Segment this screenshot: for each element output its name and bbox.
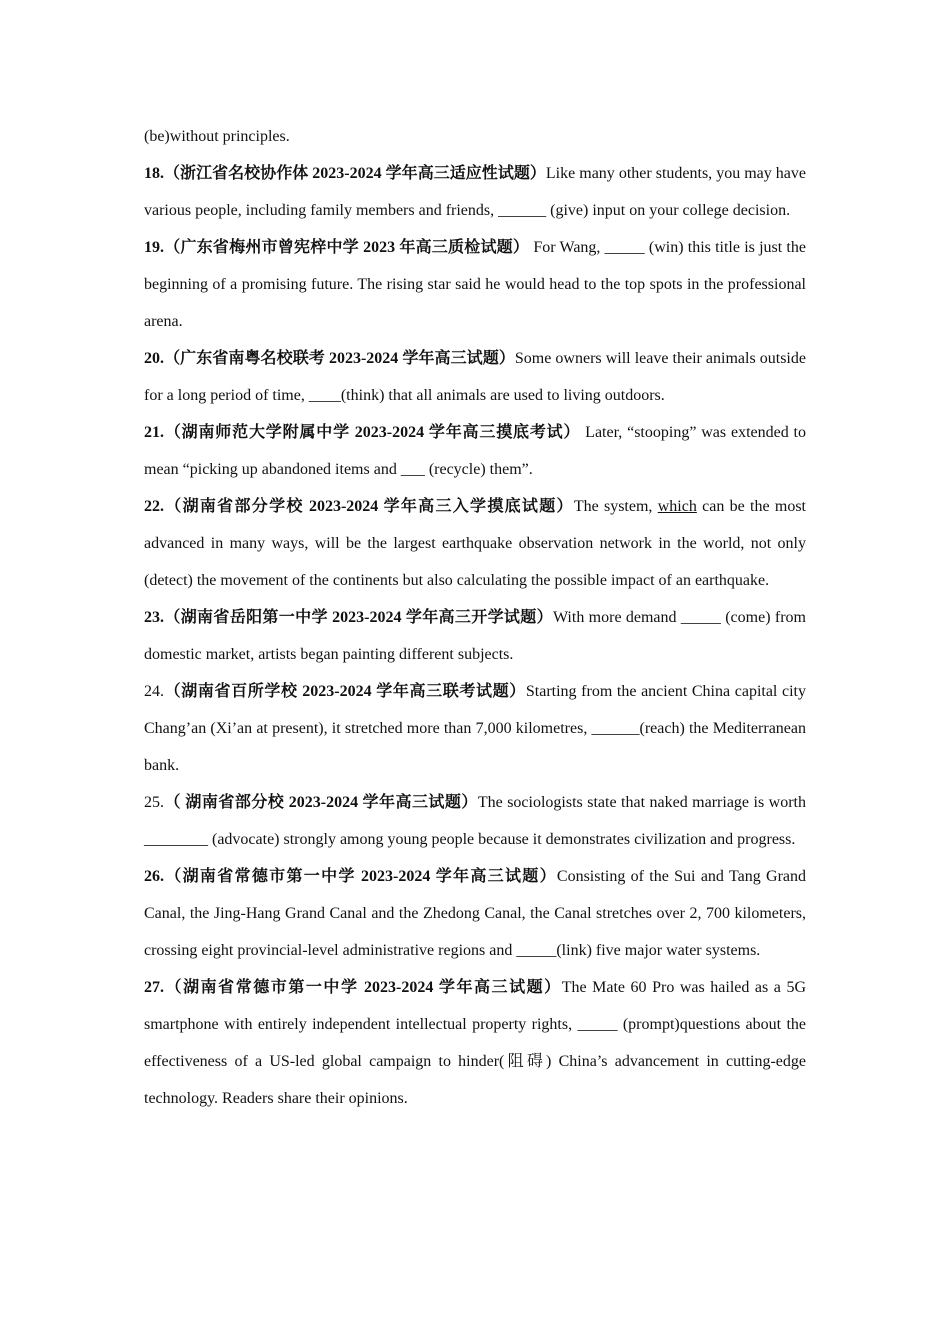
question-22 (144, 488, 806, 599)
question-source: （湖南省常德市第一中学 2023-2024 学年高三试题） (164, 979, 562, 996)
question-18 (144, 155, 806, 229)
question-23 (144, 599, 806, 673)
question-number: 27. (144, 979, 164, 996)
question-number: 20. (144, 350, 164, 367)
question-27 (144, 969, 806, 1117)
question-source: （湖南省部分学校 2023-2024 学年高三入学摸底试题） (164, 498, 574, 515)
question-text: Starting from the ancient China capital city Chang’an (Xi’an at present), it stretched more than 7,000 kilometres, ______(reach) the Mediterranean bank. (144, 683, 806, 774)
question-source: （广东省南粤名校联考 2023-2024 学年高三试题） (164, 350, 515, 367)
question-text: Like many other students, you may have various people, including family members and friends, ______ (give) input on your college decision. (144, 165, 806, 219)
question-24 (144, 673, 806, 784)
question-25 (144, 784, 806, 858)
document-body (144, 118, 806, 1117)
question-text: The Mate 60 Pro was hailed as a 5G smartphone with entirely independent intellectual property rights, _____ (prompt)questions about the effectiveness of a US-led global campaign to hinder(阻碍) China’s advancement in cutting-edge technology. Readers share their opinions. (144, 979, 806, 1107)
question-number: 22. (144, 498, 164, 515)
question-20 (144, 340, 806, 414)
question-source: （湖南省岳阳第一中学 2023-2024 学年高三开学试题） (164, 609, 553, 626)
question-text: Later, “stooping” was extended to mean “picking up abandoned items and ___ (recycle) them”. (144, 424, 806, 478)
question-text: Consisting of the Sui and Tang Grand Canal, the Jing-Hang Grand Canal and the Zhedong Canal, the Canal stretches over 2, 700 kilometers, crossing eight provincial-level administrative regions and _____(link) five major water systems. (144, 868, 806, 959)
question-26 (144, 858, 806, 969)
question-text: can be the most advanced in many ways, will be the largest earthquake observation network in the world, not only (detect) the movement of the continents but also calculating the possible impact of an earthquake. (144, 498, 806, 589)
question-source: （ 湖南省部分校 2023-2024 学年高三试题） (164, 794, 478, 811)
question-text: Some owners will leave their animals outside for a long period of time, ____(think) that all animals are used to living outdoors. (144, 350, 806, 404)
question-text: With more demand _____ (come) from domestic market, artists began painting different subjects. (144, 609, 806, 663)
question-text: The sociologists state that naked marriage is worth ________ (advocate) strongly among young people because it demonstrates civilization and progress. (144, 794, 806, 848)
question-19 (144, 229, 806, 340)
question-text: For Wang, _____ (win) this title is just the beginning of a promising future. The rising star said he would head to the top spots in the professional arena. (144, 239, 806, 330)
question-text-before: The system, (573, 498, 658, 515)
carryover-text: (be)without principles. (144, 128, 290, 145)
question-source: （湖南省百所学校 2023-2024 学年高三联考试题） (164, 683, 526, 700)
question-number: 21. (144, 424, 164, 441)
question-source: （广东省梅州市曾宪梓中学 2023 年高三质检试题） (164, 239, 530, 256)
question-source: （浙江省名校协作体 2023-2024 学年高三适应性试题） (164, 165, 546, 182)
question-number: 24. (144, 683, 164, 700)
question-number: 23. (144, 609, 164, 626)
question-number: 18. (144, 165, 164, 182)
question-number: 19. (144, 239, 164, 256)
question-source: （湖南师范大学附属中学 2023-2024 学年高三摸底考试） (164, 424, 581, 441)
underlined-word: which (657, 498, 697, 515)
question-21 (144, 414, 806, 488)
question-number: 25. (144, 794, 164, 811)
question-number: 26. (144, 868, 164, 885)
question-source: （湖南省常德市第一中学 2023-2024 学年高三试题） (164, 868, 557, 885)
